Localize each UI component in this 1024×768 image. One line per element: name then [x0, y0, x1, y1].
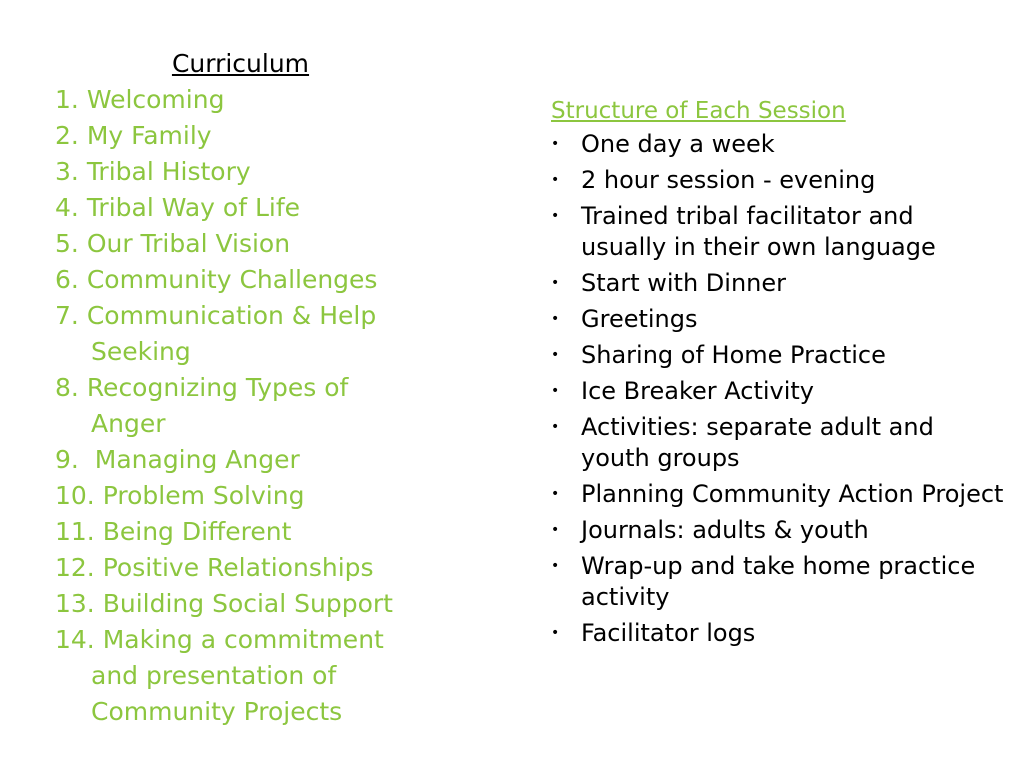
item-text: Problem Solving — [102, 481, 305, 510]
curriculum-item — [55, 154, 475, 190]
item-text: Positive Relationships — [102, 553, 374, 582]
item-number: 12. — [55, 553, 95, 582]
bullet-icon: • — [551, 419, 560, 435]
curriculum-item — [55, 550, 475, 586]
structure-item — [551, 479, 1006, 510]
structure-item-text: Journals: adults & youth — [581, 516, 869, 544]
structure-item — [551, 412, 1006, 474]
item-text-continued: Community Projects — [91, 697, 343, 726]
item-number: 3. — [55, 157, 79, 186]
curriculum-column — [55, 46, 475, 730]
curriculum-item — [55, 514, 475, 550]
structure-item-text: Start with Dinner — [581, 269, 787, 297]
item-number: 5. — [55, 229, 79, 258]
item-number: 6. — [55, 265, 79, 294]
curriculum-item — [55, 226, 475, 262]
curriculum-item — [55, 370, 475, 442]
structure-item-text: Ice Breaker Activity — [581, 377, 815, 405]
structure-list — [551, 129, 1006, 649]
item-number: 1. — [55, 85, 79, 114]
structure-item-text: Greetings — [581, 305, 698, 333]
structure-column — [551, 93, 1006, 654]
structure-item — [551, 304, 1006, 335]
structure-item — [551, 268, 1006, 299]
structure-item — [551, 618, 1006, 649]
item-text: Managing Anger — [86, 445, 300, 474]
structure-item — [551, 551, 1006, 613]
bullet-icon: • — [551, 558, 560, 574]
bullet-icon: • — [551, 383, 560, 399]
curriculum-item — [55, 442, 475, 478]
item-number: 13. — [55, 589, 95, 618]
curriculum-item — [55, 262, 475, 298]
curriculum-list — [55, 82, 475, 730]
curriculum-item — [55, 118, 475, 154]
item-number: 9. — [55, 445, 79, 474]
item-text-continued: and presentation of — [91, 661, 337, 690]
structure-item — [551, 201, 1006, 263]
bullet-icon: • — [551, 172, 560, 188]
structure-item-text: Facilitator logs — [581, 619, 756, 647]
structure-item — [551, 340, 1006, 371]
item-text: Welcoming — [86, 85, 225, 114]
curriculum-title: Curriculum — [171, 49, 310, 78]
item-text: Making a commitment — [102, 625, 384, 654]
bullet-icon: • — [551, 275, 560, 291]
item-text-continued: Seeking — [91, 337, 191, 366]
curriculum-item — [55, 586, 475, 622]
item-number: 8. — [55, 373, 79, 402]
item-text: Tribal Way of Life — [86, 193, 300, 222]
structure-item — [551, 376, 1006, 407]
structure-item — [551, 165, 1006, 196]
item-number: 14. — [55, 625, 95, 654]
structure-item-text: Planning Community Action Project — [581, 480, 1004, 508]
bullet-icon: • — [551, 208, 560, 224]
bullet-icon: • — [551, 625, 560, 641]
bullet-icon: • — [551, 311, 560, 327]
bullet-icon: • — [551, 347, 560, 363]
item-text-continued: Anger — [91, 409, 166, 438]
item-text: Communication & Help — [86, 301, 377, 330]
structure-item-text: 2 hour session - evening — [581, 166, 876, 194]
item-number: 11. — [55, 517, 95, 546]
curriculum-item — [55, 478, 475, 514]
curriculum-item — [55, 622, 475, 730]
bullet-icon: • — [551, 522, 560, 538]
item-number: 2. — [55, 121, 79, 150]
item-text: Our Tribal Vision — [86, 229, 291, 258]
item-text: Tribal History — [86, 157, 251, 186]
item-text: Recognizing Types of — [86, 373, 349, 402]
structure-item-text: One day a week — [581, 130, 775, 158]
structure-item-text: Sharing of Home Practice — [581, 341, 886, 369]
item-text: Building Social Support — [102, 589, 393, 618]
curriculum-item — [55, 82, 475, 118]
item-text: My Family — [86, 121, 212, 150]
structure-item — [551, 515, 1006, 546]
item-text: Being Different — [102, 517, 292, 546]
item-text: Community Challenges — [86, 265, 378, 294]
structure-item — [551, 129, 1006, 160]
bullet-icon: • — [551, 486, 560, 502]
structure-item-text: Trained tribal facilitator and usually in their own language — [581, 202, 936, 261]
bullet-icon: • — [551, 136, 560, 152]
structure-item-text: Activities: separate adult and youth groups — [581, 413, 934, 472]
curriculum-item — [55, 190, 475, 226]
item-number: 7. — [55, 301, 79, 330]
item-number: 4. — [55, 193, 79, 222]
item-number: 10. — [55, 481, 95, 510]
structure-title: Structure of Each Session — [551, 98, 846, 124]
structure-item-text: Wrap-up and take home practice activity — [581, 552, 976, 611]
curriculum-item — [55, 298, 475, 370]
